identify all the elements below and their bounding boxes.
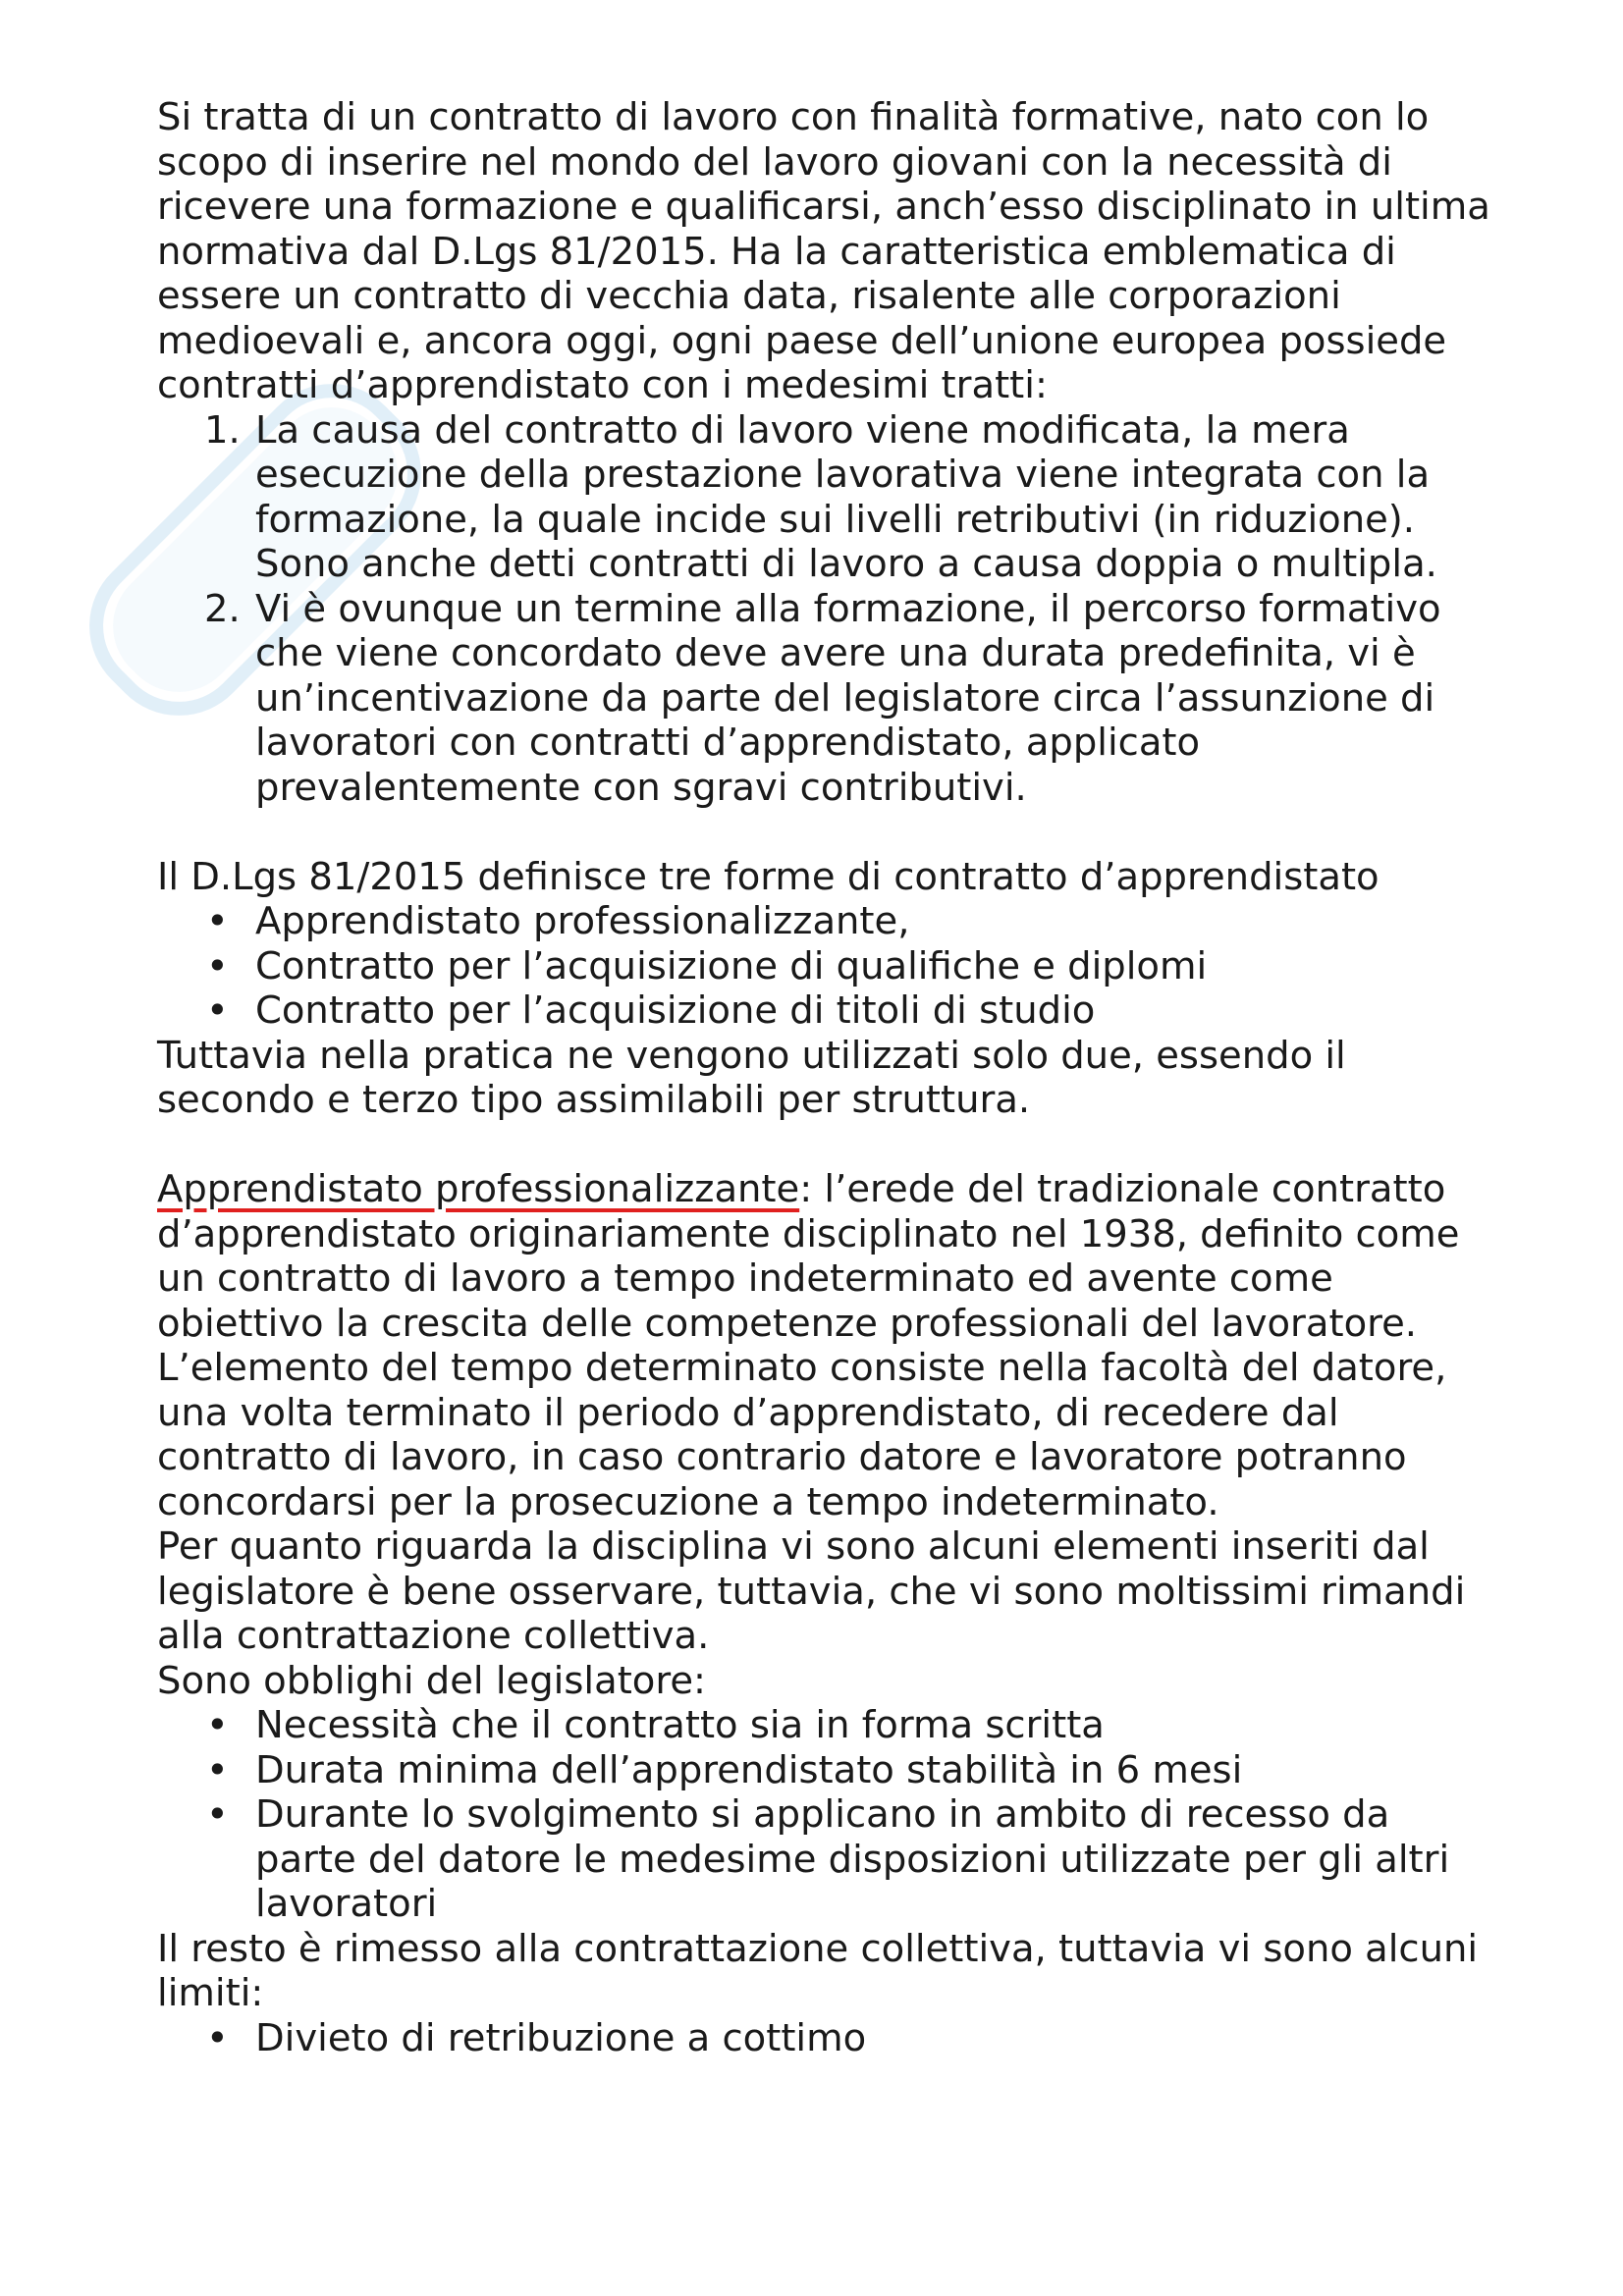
list-item-text: Vi è ovunque un termine alla formazione, il percorso formativo che viene concordato deve avere una durata predefinita, vi è un’incentivazione da parte del legislatore circa l’assunzione di lavoratori con contratti d’apprendistato, applicato prevalentemente con sgravi contributivi.: [255, 586, 1441, 810]
forms-list: [157, 899, 1492, 1034]
intro-section: [157, 95, 1492, 810]
forms-note: Tuttavia nella pratica ne vengono utilizzati solo due, essendo il secondo e terzo tipo assimilabili per struttura.: [157, 1033, 1346, 1122]
limits-list: [157, 2016, 1492, 2061]
bullet-icon: •: [206, 988, 229, 1033]
list-item: [157, 1792, 1492, 1927]
bullet-icon: •: [206, 1703, 229, 1747]
list-item: [157, 1748, 1492, 1793]
forms-heading: Il D.Lgs 81/2015 definisce tre forme di contratto d’apprendistato: [157, 854, 1380, 899]
list-item: [157, 988, 1492, 1034]
list-item: [157, 899, 1492, 944]
list-item-text: Divieto di retribuzione a cottimo: [255, 2015, 867, 2060]
document-page: [157, 95, 1492, 2060]
numbered-list-item: [157, 587, 1492, 811]
list-item-text: Durata minima dell’apprendistato stabilità in 6 mesi: [255, 1747, 1243, 1792]
bullet-icon: •: [206, 2015, 229, 2060]
blank-line: [157, 1123, 1492, 1168]
term-underlined: Apprendistato professionalizzante: [157, 1167, 800, 1211]
list-item: [157, 944, 1492, 989]
numbered-list-item: [157, 408, 1492, 587]
bullet-icon: •: [206, 1792, 229, 1837]
forms-section: [157, 855, 1492, 1123]
list-item-text: Necessità che il contratto sia in forma scritta: [255, 1703, 1105, 1747]
professionalizzante-section: [157, 1167, 1492, 2060]
list-item-text: Contratto per l’acquisizione di titoli di studio: [255, 988, 1096, 1033]
blank-line: [157, 810, 1492, 855]
list-item-text: La causa del contratto di lavoro viene modificata, la mera esecuzione della prestazione lavorativa viene integrata con la formazione, la quale incide sui livelli retributivi (in riduzione). Sono anche detti contratti di lavoro a causa doppia o multipla.: [255, 407, 1437, 586]
limits-heading: Il resto è rimesso alla contrattazione collettiva, tuttavia vi sono alcuni limiti:: [157, 1926, 1479, 2015]
list-item-text: Durante lo svolgimento si applicano in ambito di recesso da parte del datore le medesime disposizioni utilizzate per gli altri lavoratori: [255, 1792, 1450, 1926]
definition-text: : l’erede del tradizionale contratto d’apprendistato originariamente disciplinato nel 1938, definito come un contratto di lavoro a tempo indeterminato ed avente come obiettivo la crescita delle competenze professionali del lavoratore. L’elemento del tempo determinato consiste nella facoltà del datore, una volta terminato il periodo d’apprendistato, di recedere dal contratto di lavoro, in caso contrario datore e lavoratore potranno concordarsi per la prosecuzione a tempo indeterminato.: [157, 1167, 1460, 1524]
list-number: 2.: [204, 586, 241, 631]
obligations-heading: Sono obblighi del legislatore:: [157, 1658, 707, 1703]
obligations-list: [157, 1703, 1492, 1927]
list-number: 1.: [204, 407, 241, 453]
intro-paragraph: Si tratta di un contratto di lavoro con finalità formative, nato con lo scopo di inserire nel mondo del lavoro giovani con la necessità di ricevere una formazione e qualificarsi, anch’esso disciplinato in ultima normativa dal D.Lgs 81/2015. Ha la caratteristica emblematica di essere un contratto di vecchia data, risalente alle corporazioni medioevali e, ancora oggi, ogni paese dell’unione europea possiede contratti d’apprendistato con i medesimi tratti:: [157, 95, 1490, 407]
list-item-text: Contratto per l’acquisizione di qualifiche e diplomi: [255, 943, 1208, 988]
definition-paragraph: [157, 1167, 1492, 1524]
list-item: [157, 1703, 1492, 1748]
discipline-paragraph: Per quanto riguarda la disciplina vi sono alcuni elementi inseriti dal legislatore è bene osservare, tuttavia, che vi sono moltissimi rimandi alla contrattazione collettiva.: [157, 1524, 1466, 1658]
numbered-list: [157, 408, 1492, 811]
list-item-text: Apprendistato professionalizzante,: [255, 899, 910, 943]
bullet-icon: •: [206, 1747, 229, 1792]
bullet-icon: •: [206, 899, 229, 943]
list-item: [157, 2016, 1492, 2061]
bullet-icon: •: [206, 943, 229, 988]
